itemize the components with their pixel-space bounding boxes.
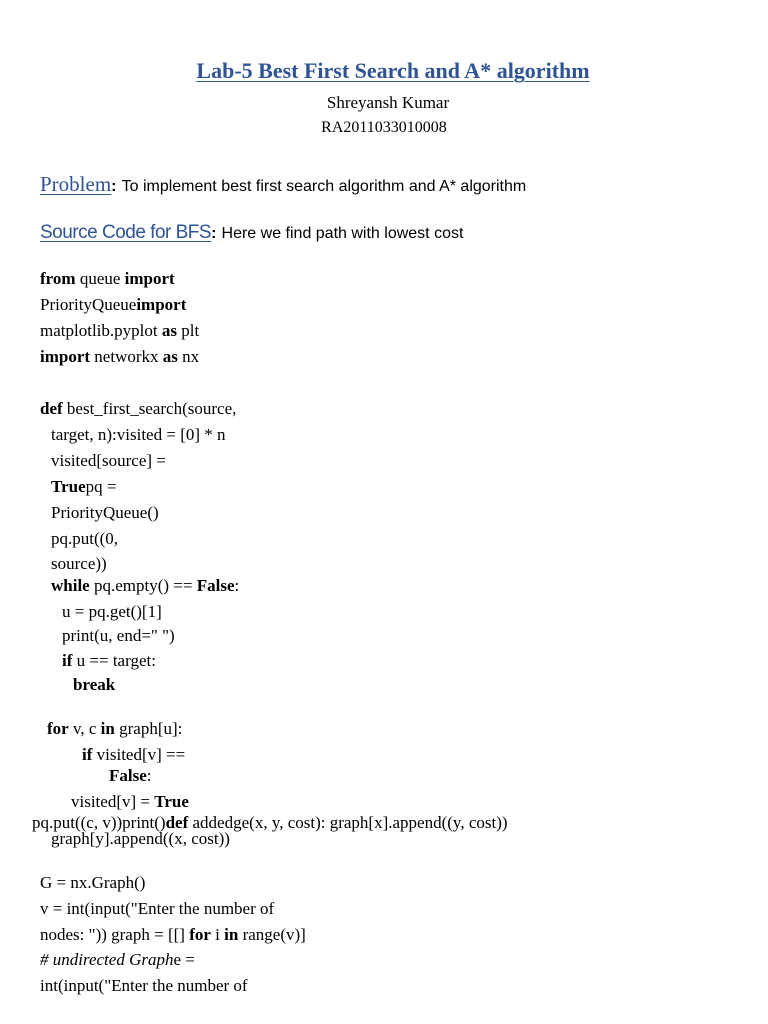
code-line: v = int(input("Enter the number of	[40, 899, 275, 918]
code-line: pq.put((c, v))print()def addedge(x, y, cost): graph[x].append((y, cost))	[32, 813, 508, 832]
code-line: PriorityQueue()	[51, 503, 159, 522]
code-comment: # undirected Graph	[40, 950, 174, 969]
code-line: if visited[v] ==	[82, 745, 186, 764]
source-colon: :	[211, 225, 217, 242]
problem-text: To implement best first search algorithm and A* algorithm	[121, 178, 527, 195]
problem-colon: :	[111, 178, 117, 195]
code-line: u = pq.get()[1]	[62, 602, 162, 621]
code-line: break	[73, 675, 116, 694]
code-line: if u == target:	[62, 651, 156, 670]
code-line: PriorityQueueimport	[40, 295, 187, 314]
code-line: False:	[109, 766, 152, 785]
code-line: Truepq =	[51, 477, 117, 496]
problem-line	[40, 172, 526, 197]
code-line: # undirected Graphe =	[40, 950, 195, 969]
code-line: visited[source] =	[51, 451, 166, 470]
source-line	[40, 222, 463, 244]
code-line: for v, c in graph[u]:	[47, 719, 183, 738]
code-line: source))	[51, 554, 107, 573]
registration-number: RA2011033010008	[321, 119, 447, 136]
source-text: Here we find path with lowest cost	[221, 225, 464, 242]
author-name: Shreyansh Kumar	[326, 93, 450, 112]
code-line: import networkx as nx	[40, 347, 200, 366]
code-line: int(input("Enter the number of	[40, 976, 248, 995]
code-line: while pq.empty() == False:	[51, 576, 240, 595]
code-line: graph[y].append((x, cost))	[51, 829, 230, 848]
code-line: target, n):visited = [0] * n	[51, 425, 226, 444]
code-line: visited[v] = True	[71, 792, 189, 811]
problem-heading: Problem	[40, 172, 112, 196]
source-heading: Source Code for BFS	[40, 222, 212, 243]
code-line: pq.put((0,	[51, 529, 119, 548]
code-line: G = nx.Graph()	[40, 873, 146, 892]
code-line: from queue import	[40, 269, 175, 288]
code-line: matplotlib.pyplot as plt	[40, 321, 200, 340]
code-line: print(u, end=" ")	[62, 626, 175, 645]
page-title: Lab-5 Best First Search and A* algorithm	[196, 58, 590, 83]
code-line: nodes: ")) graph = [[] for i in range(v)]	[40, 925, 306, 944]
code-line: def best_first_search(source,	[40, 399, 237, 418]
